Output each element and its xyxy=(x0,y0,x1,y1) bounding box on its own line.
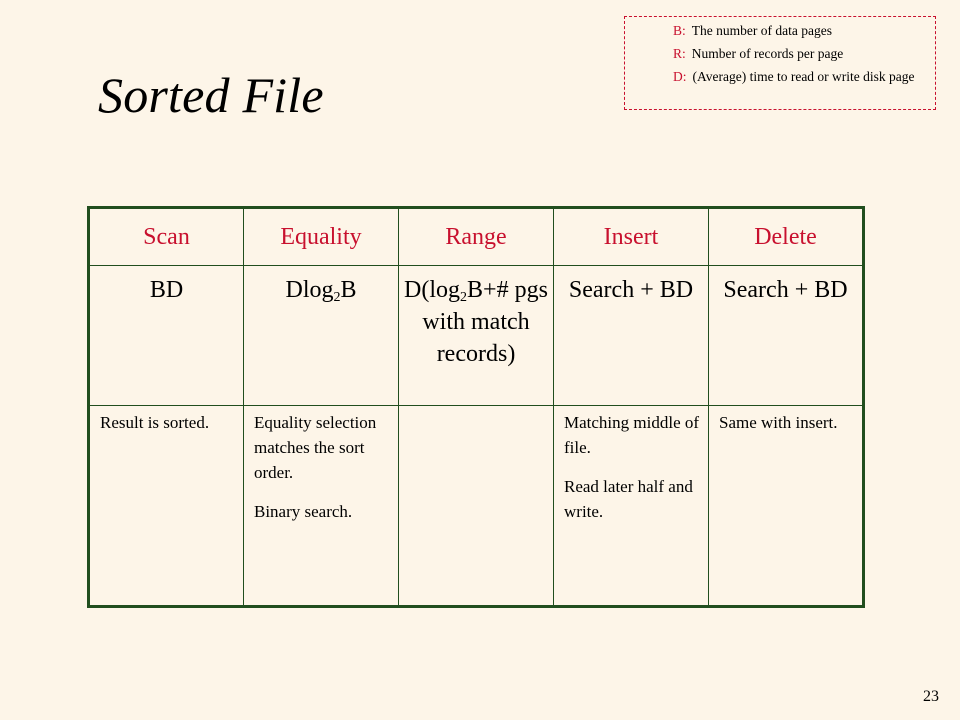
note-row xyxy=(89,406,864,607)
note-scan xyxy=(89,406,244,607)
header-range: Range xyxy=(399,208,554,266)
note-text: Result is sorted. xyxy=(100,413,210,432)
note-insert xyxy=(554,406,709,607)
cost-equality-subscript: 2 xyxy=(333,290,341,305)
cost-table xyxy=(87,206,865,608)
legend-key: D: xyxy=(673,68,687,84)
legend-box xyxy=(624,16,936,110)
cost-range xyxy=(399,266,554,406)
legend-key: R: xyxy=(673,45,686,61)
cost-range-suffix: B+# pgs with match records) xyxy=(422,277,548,367)
header-delete: Delete xyxy=(709,208,864,266)
legend-item-d xyxy=(673,69,925,86)
cost-equality xyxy=(244,266,399,406)
header-equality: Equality xyxy=(244,208,399,266)
cost-equality-suffix: B xyxy=(340,277,357,303)
legend-key: B: xyxy=(673,23,686,38)
note-text: Matching middle of file. xyxy=(564,413,700,457)
cost-scan: BD xyxy=(89,266,244,406)
note-gap xyxy=(564,460,700,474)
note-equality xyxy=(244,406,399,607)
note-text: Equality selection matches the sort order. xyxy=(254,413,377,482)
note-text: Read later half and write. xyxy=(564,477,693,521)
slide-title: Sorted File xyxy=(98,67,324,123)
cost-insert: Search + BD xyxy=(554,266,709,406)
table-header-row xyxy=(89,208,864,266)
legend-text: Number of records per page xyxy=(691,45,844,61)
note-delete xyxy=(709,406,864,607)
legend-text: The number of data pages xyxy=(691,23,832,38)
cost-row xyxy=(89,266,864,406)
cost-equality-prefix: Dlog xyxy=(285,277,334,303)
note-text: Same with insert. xyxy=(719,413,838,432)
legend-text: (Average) time to read or write disk page xyxy=(692,68,915,84)
cost-range-prefix: D(log xyxy=(404,277,461,303)
page-number: 23 xyxy=(923,688,939,705)
note-range xyxy=(399,406,554,607)
note-text: Binary search. xyxy=(254,502,353,521)
cost-range-subscript: 2 xyxy=(460,290,468,305)
legend-item-r xyxy=(673,46,925,63)
header-insert: Insert xyxy=(554,208,709,266)
note-gap xyxy=(254,485,390,499)
legend-item-b xyxy=(673,23,925,40)
cost-delete: Search + BD xyxy=(709,266,864,406)
header-scan: Scan xyxy=(89,208,244,266)
